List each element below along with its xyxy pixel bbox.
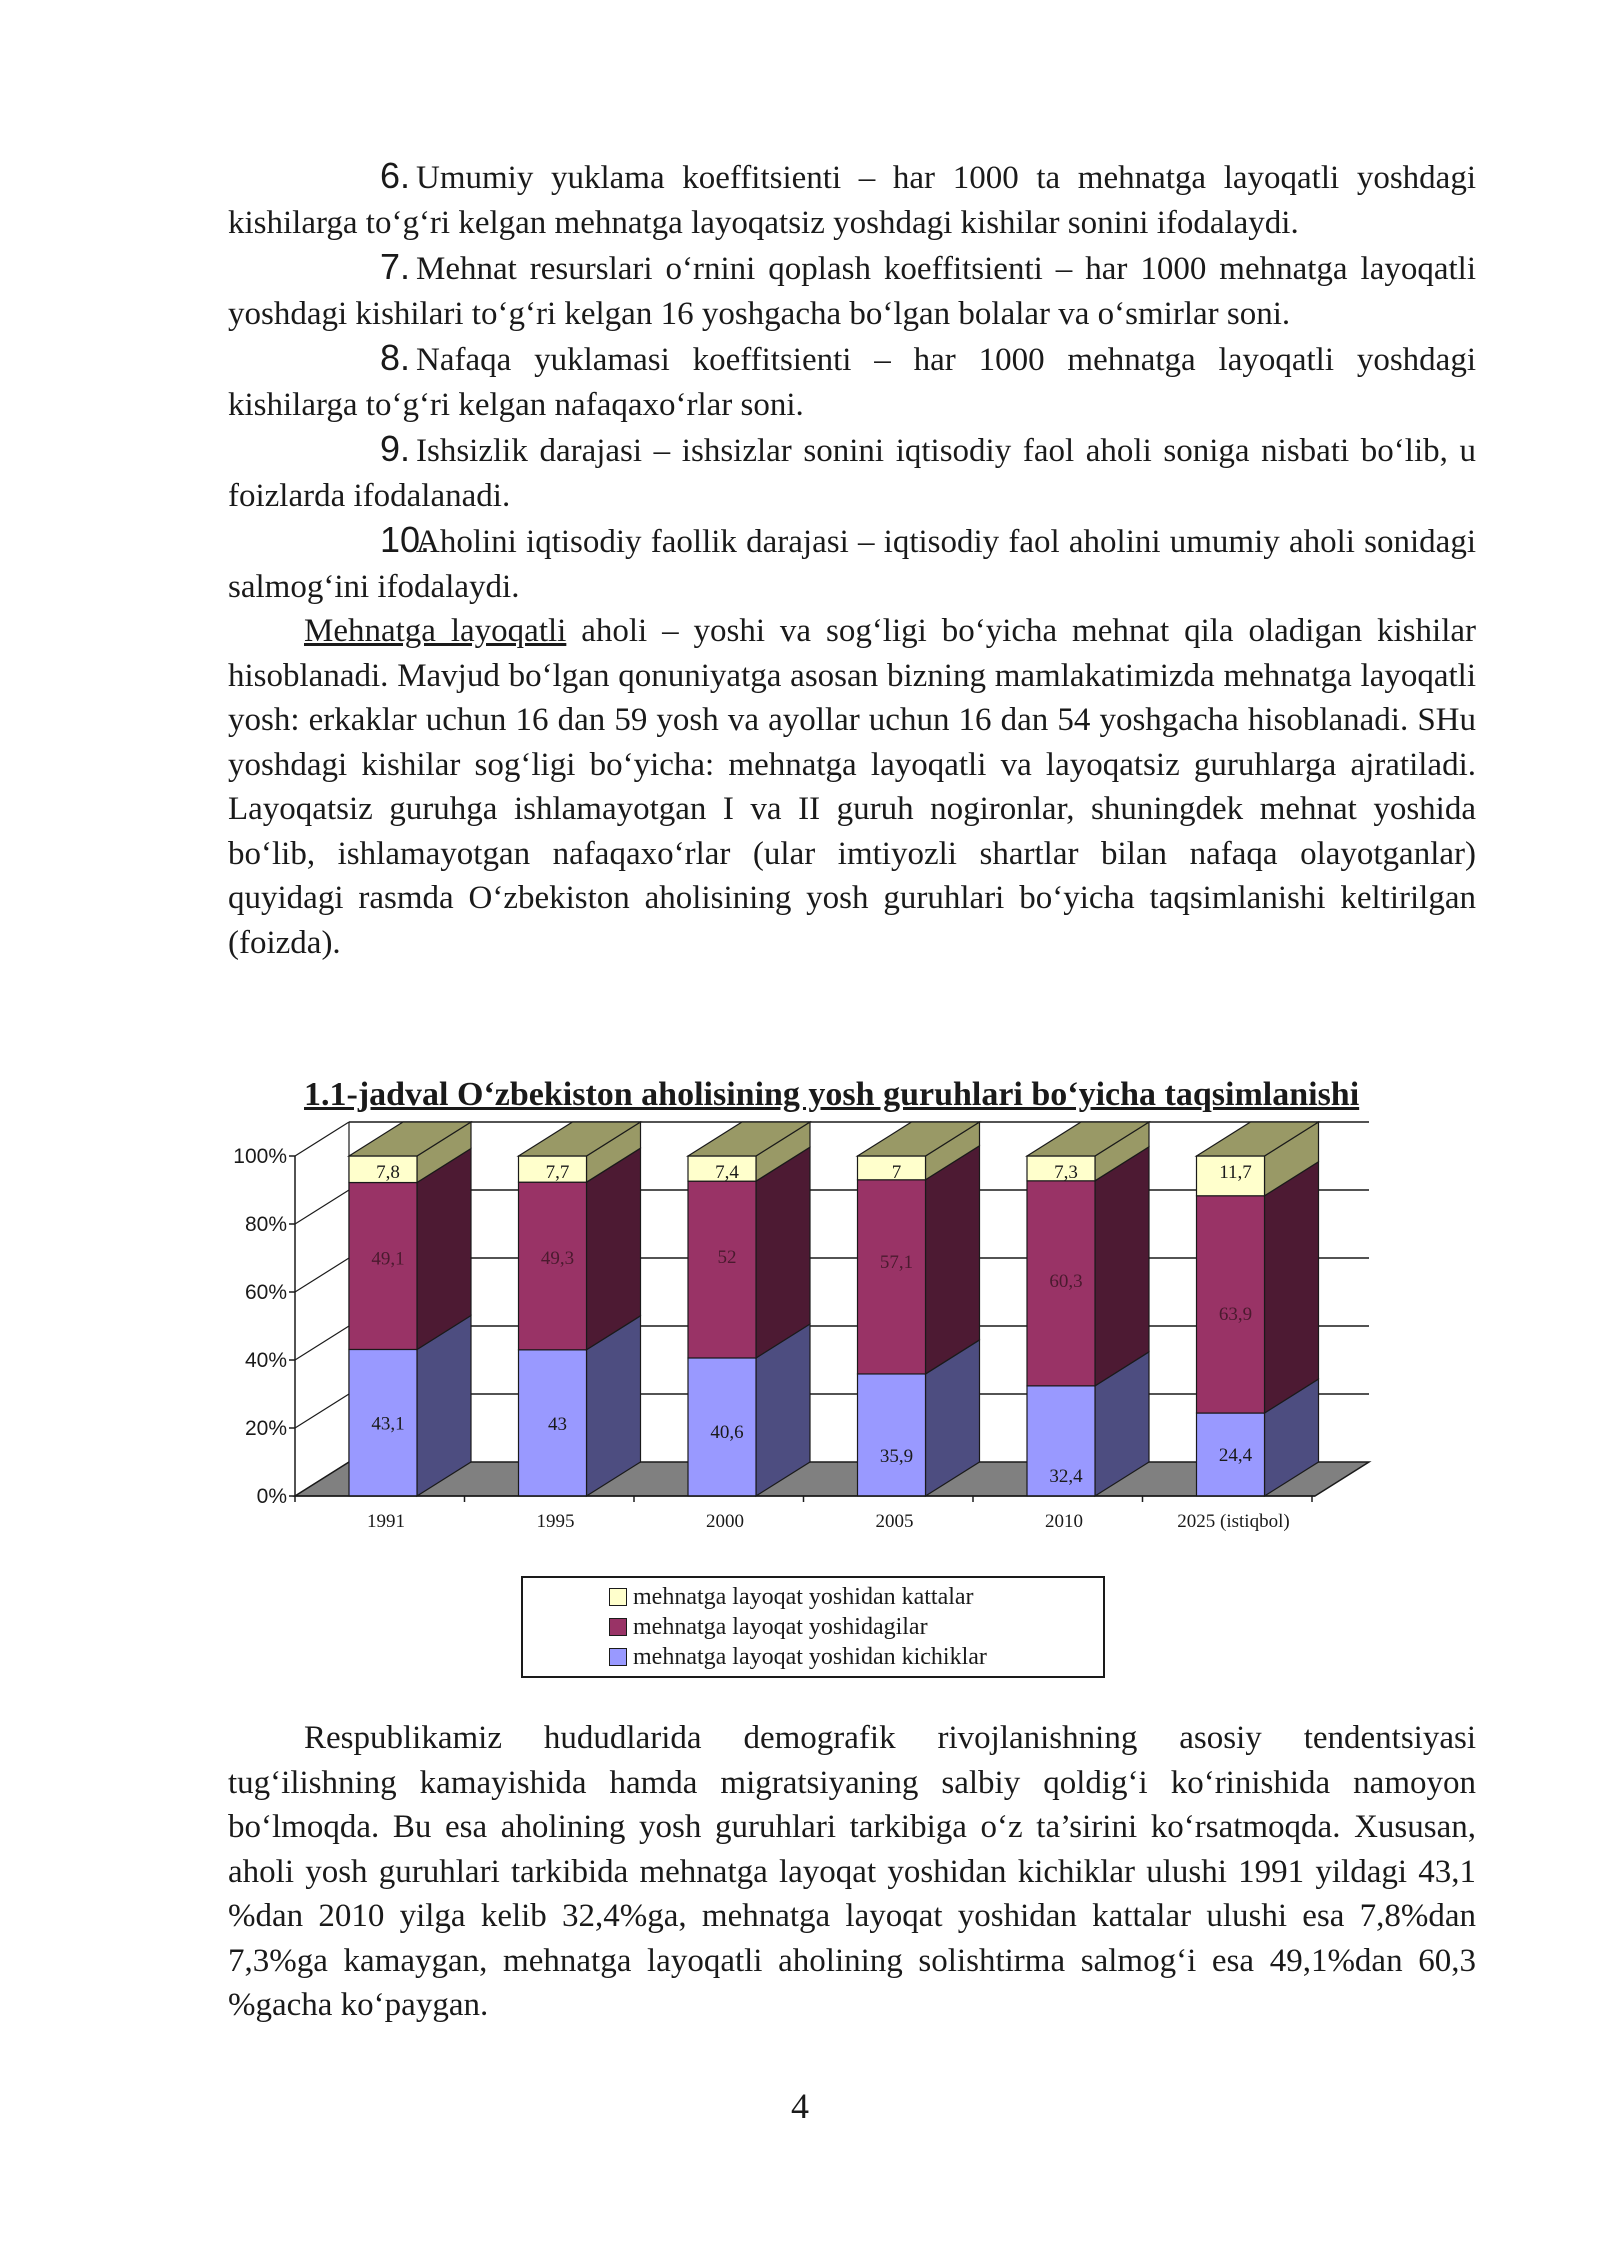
- bar-segment-side: [926, 1146, 980, 1374]
- list-item: [228, 427, 1476, 518]
- item-text: Mehnat resurslari o‘rnini qoplash koeffitsienti – har 1000 mehnatga layoqatli yoshdagi kishilari to‘g‘ri kelgan 16 yoshgacha bo‘lgan bolalar va o‘smirlar soni.: [228, 251, 1476, 332]
- data-label: 32,4: [1049, 1465, 1083, 1487]
- legend-swatch: [609, 1618, 627, 1636]
- x-tick-label: 1995: [536, 1511, 575, 1532]
- bar-segment-side: [756, 1147, 810, 1358]
- legend-entry: [609, 1612, 1103, 1642]
- chart-legend: [521, 1576, 1105, 1678]
- y-tick-label: 0%: [256, 1485, 287, 1508]
- data-label: 7,8: [376, 1162, 400, 1183]
- legend-swatch: [609, 1648, 627, 1666]
- item-text: Aholini iqtisodiy faollik darajasi – iqtisodiy faol aholini umumiy aholi sonidagi salmog‘ini ifodalaydi.: [228, 524, 1476, 605]
- gridline-diagonal: [295, 1394, 349, 1428]
- y-tick-label: 100%: [233, 1145, 287, 1168]
- item-number: 6.: [380, 155, 411, 196]
- conclusion-paragraph: Respublikamiz hududlarida demografik rivojlanishning asosiy tendentsiyasi tug‘ilishning kamayishida hamda migratsiyaning salbiy qoldig‘i ko‘rinishida namoyon bo‘lmoqda. Bu esa aholining yosh guruhlari tarkibiga o‘z ta’sirini ko‘rsatmoqda. Xususan, aholi yosh guruhlari tarkibida mehnatga layoqat yoshidan kichiklar ulushi 1991 yildagi 43,1 %dan 2010 yilga kelib 32,4%ga, mehnatga layoqat yoshidan kattalar ulushi esa 7,8%dan 7,3%ga kamaygan, mehnatga layoqatli aholining solishtirma salmog‘i esa 49,1%dan 60,3 %gacha ko‘paygan.: [228, 1720, 1476, 2023]
- gridline-diagonal: [295, 1122, 349, 1156]
- x-tick-label: 2005: [875, 1511, 914, 1532]
- y-tick-label: 20%: [244, 1417, 287, 1440]
- data-label: 43,1: [371, 1413, 405, 1435]
- x-axis: [295, 1496, 1315, 1532]
- legend-entry: [609, 1582, 1103, 1612]
- item-number: 9.: [380, 428, 411, 469]
- x-tick-label: 2010: [1045, 1511, 1083, 1532]
- definition-text: aholi – yoshi va sog‘ligi bo‘yicha mehnat qila oladigan kishilar hisoblanadi. Mavjud bo‘lgan qonuniyatga asosan bizning mamlakatimizda mehnatga layoqatli yosh: erkaklar uchun 16 dan 59 yosh va ayollar uchun 16 dan 54 yoshgacha hisoblanadi. SHu yoshdagi kishilar sog‘ligi bo‘yicha: mehnatga layoqatli va layoqatsiz guruhlarga ajratiladi. Layoqatsiz guruhga ishlamayotgan I va II guruh nogironlar, shuningdek mehnat yoshida bo‘lib, ishlamayotgan nafaqaxo‘rlar (ular imtiyozli shartlar bilan nafaqa olayotganlar) quyidagi rasmda O‘zbekiston aholisining yosh guruhlari bo‘yicha taqsimlanishi keltirilgan (foizda).: [228, 613, 1476, 961]
- bar-segment: [858, 1180, 926, 1374]
- conclusion-block: [228, 1716, 1476, 2028]
- legend-label: mehnatga layoqat yoshidan kattalar: [633, 1584, 974, 1610]
- y-tick-label: 60%: [244, 1281, 287, 1304]
- list-item: [228, 336, 1476, 427]
- bar-segment-side: [587, 1148, 641, 1350]
- list-item: [228, 154, 1476, 245]
- list-item: [228, 245, 1476, 336]
- y-tick-label: 80%: [244, 1213, 287, 1236]
- data-label: 60,3: [1049, 1270, 1083, 1292]
- x-tick-label: 2000: [706, 1511, 744, 1532]
- data-label: 35,9: [879, 1445, 914, 1467]
- bar-segment-side: [1265, 1162, 1319, 1413]
- x-tick-label: 1991: [367, 1511, 405, 1532]
- definition-paragraph: [228, 609, 1476, 965]
- data-label: 52: [717, 1247, 737, 1269]
- x-tick-label: 2025 (istiqbol): [1177, 1511, 1290, 1532]
- bar-segment-side: [1095, 1147, 1149, 1386]
- data-label: 49,3: [540, 1248, 575, 1270]
- item-text: Nafaqa yuklamasi koeffitsienti – har 1000 mehnatga layoqatli yoshdagi kishilarga to‘g‘ri kelgan nafaqaxo‘rlar soni.: [228, 342, 1476, 423]
- legend-entry: [609, 1642, 1103, 1672]
- bar-segment: [858, 1374, 926, 1496]
- item-number: 8.: [380, 337, 411, 378]
- gridline-diagonal: [295, 1190, 349, 1224]
- data-label: 11,7: [1219, 1162, 1252, 1183]
- data-label: 24,4: [1218, 1445, 1253, 1467]
- data-label: 7,4: [715, 1162, 739, 1183]
- data-label: 43: [548, 1413, 567, 1435]
- list-item: [228, 518, 1476, 609]
- defined-term: Mehnatga layoqatli: [304, 613, 567, 649]
- definitions-list: [228, 154, 1476, 965]
- item-text: Umumiy yuklama koeffitsienti – har 1000 ta mehnatga layoqatli yoshdagi kishilarga to‘g‘ri kelgan mehnatga layoqatsiz yoshdagi kishilar sonini ifodalaydi.: [228, 160, 1476, 241]
- data-label: 40,6: [710, 1421, 744, 1443]
- bar-segment: [688, 1181, 756, 1358]
- table-caption: 1.1-jadval O‘zbekiston aholisining yosh guruhlari bo‘yicha taqsimlanishi: [304, 1076, 1360, 1113]
- legend-swatch: [609, 1588, 627, 1606]
- data-label: 7: [891, 1162, 902, 1183]
- item-text: Ishsizlik darajasi – ishsizlar sonini iqtisodiy faol aholi soniga nisbati bo‘lib, u foizlarda ifodalanadi.: [228, 433, 1476, 514]
- legend-label: mehnatga layoqat yoshidan kichiklar: [633, 1644, 987, 1670]
- legend-label: mehnatga layoqat yoshidagilar: [633, 1614, 928, 1640]
- y-tick-label: 40%: [244, 1349, 287, 1372]
- item-number: 10.: [380, 519, 431, 560]
- data-label: 7,3: [1054, 1162, 1078, 1183]
- gridline-diagonal: [295, 1258, 349, 1292]
- data-label: 7,7: [545, 1162, 570, 1183]
- data-label: 57,1: [879, 1251, 914, 1273]
- page-number: 4: [791, 2086, 809, 2126]
- bars: [349, 1122, 1319, 1496]
- bar-segment-side: [417, 1149, 471, 1350]
- item-number: 7.: [380, 246, 411, 287]
- stacked-bar-chart: [220, 1114, 1380, 1554]
- data-label: 49,1: [371, 1248, 405, 1270]
- data-label: 63,9: [1218, 1303, 1253, 1325]
- gridline-diagonal: [295, 1326, 349, 1360]
